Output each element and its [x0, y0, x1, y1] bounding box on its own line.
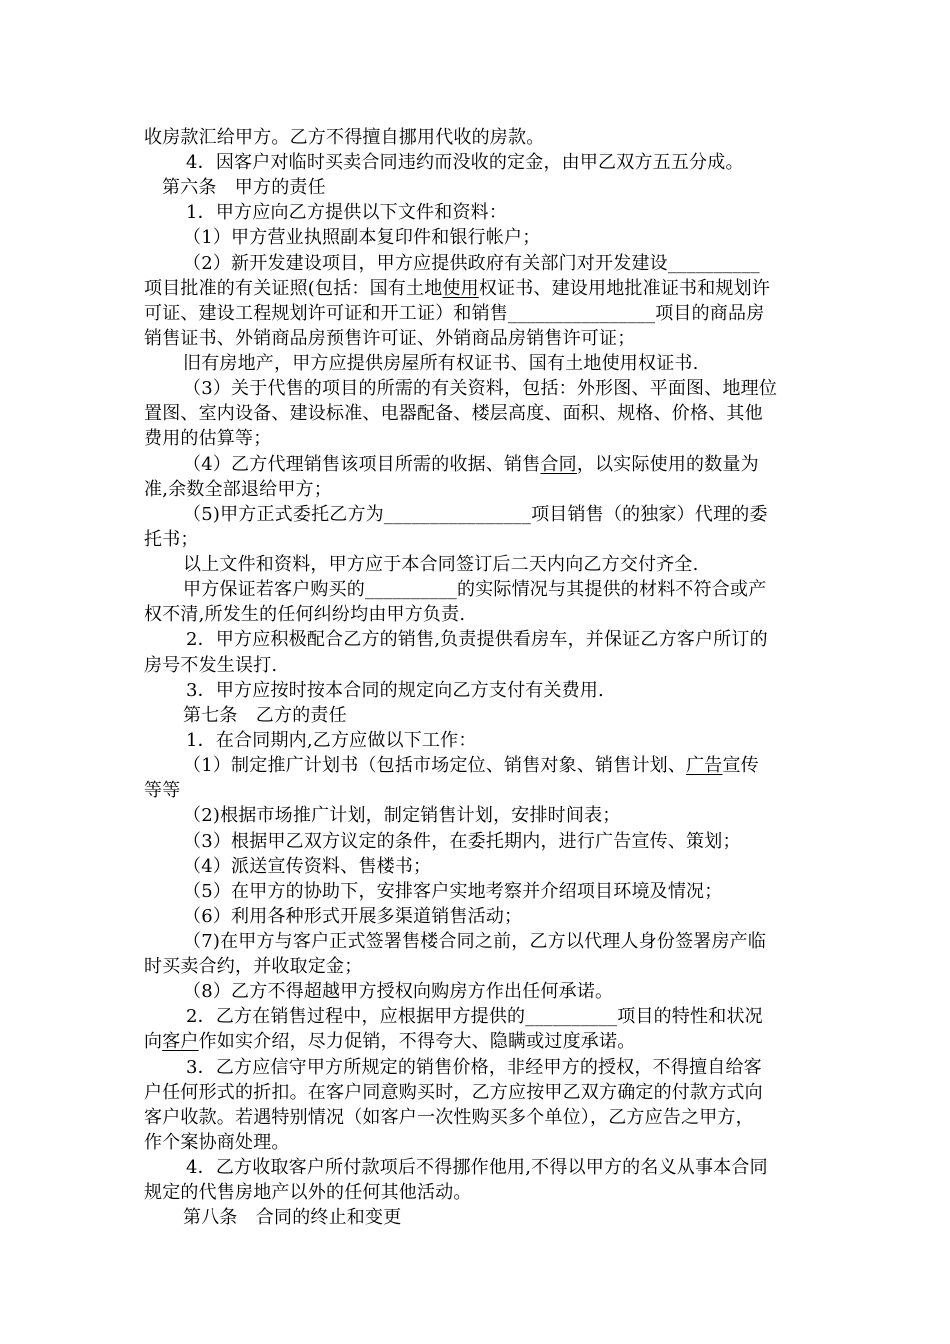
underlined-term: 广告: [686, 755, 723, 776]
list-item: [183, 226, 540, 250]
text-segment: 时买卖合约，并收取定金；: [144, 956, 363, 977]
text-segment: （4）乙方代理销售该项目所需的收据、销售: [183, 454, 541, 475]
text-segment: 户任何形式的折扣。在客户同意购买时，乙方应按甲乙双方确定的付款方式向: [144, 1082, 763, 1103]
text-segment: 宣传: [722, 755, 759, 776]
text-segment: 以上文件和资料，甲方应于本合同签订后二天内向乙方交付齐全.: [183, 554, 699, 575]
text-segment: （3）根据甲乙双方议定的条件，在委托期内，进行广告宣传、策划；: [183, 831, 741, 852]
text-segment: （2）新开发建设项目，甲方应提供政府有关部门对开发建设__________: [183, 253, 760, 274]
paragraph-line: [144, 654, 277, 678]
paragraph-line: [144, 955, 362, 979]
list-item: [183, 754, 759, 778]
text-segment: 房号不发生误打.: [144, 655, 278, 676]
text-segment: 3．甲方应按时按本合同的规定向乙方支付有关费用.: [186, 680, 604, 701]
paragraph-line: [186, 679, 604, 703]
text-segment: （4）派送宣传资料、售楼书；: [183, 856, 432, 877]
text-segment: 收房款汇给甲方。乙方不得擅自挪用代收的房款。: [144, 127, 545, 148]
text-segment: 第八条 合同的终止和变更: [183, 1207, 402, 1228]
list-item: [183, 503, 768, 527]
paragraph-line: [144, 1181, 472, 1205]
text-segment: 项目批准的有关证照(包括：国有土地: [144, 278, 443, 299]
paragraph-line: [183, 553, 699, 577]
text-segment: 甲方保证若客户购买的__________的实际情况与其提供的材料不符合或产: [183, 579, 767, 600]
paragraph-line: [144, 1030, 635, 1054]
paragraph-line: [144, 779, 180, 803]
underlined-term: 客户: [162, 1031, 199, 1052]
text-segment: 4．乙方收取客户所付款项后不得挪作他用,不得以甲方的名义从事本合同: [186, 1157, 768, 1178]
text-segment: 销售证书、外销商品房预售许可证、外销商品房销售许可证；: [144, 328, 636, 349]
text-segment: 置图、室内设备、建设标准、电器配备、楼层高度、面积、规格、价格、其他: [144, 403, 763, 424]
text-segment: 1．在合同期内,乙方应做以下工作：: [186, 730, 477, 751]
paragraph-line: [186, 1156, 768, 1180]
text-segment: 准,余数全部退给甲方；: [144, 479, 332, 500]
text-segment: 权证书、建设用地批准证书和规划许: [478, 278, 771, 299]
paragraph-line: [183, 578, 766, 602]
paragraph-line: [186, 729, 477, 753]
text-segment: （8）乙方不得超越甲方授权向购房方作出任何承诺。: [183, 981, 614, 1002]
list-item: [183, 377, 777, 401]
list-item: [183, 252, 760, 276]
text-segment: 等等: [144, 780, 181, 801]
text-segment: 可证、建设工程规划许可证和开工证）和销售________________项目的商品房: [144, 303, 765, 324]
text-segment: 旧有房地产，甲方应提供房屋所有权证书、国有土地使用权证书.: [183, 353, 699, 374]
list-item: [183, 453, 759, 477]
text-segment: 第六条 甲方的责任: [162, 177, 326, 198]
section-heading: [162, 176, 326, 200]
paragraph-line: [144, 277, 770, 301]
text-segment: 2．甲方应积极配合乙方的销售,负责提供看房车，并保证乙方客户所订的: [186, 629, 768, 650]
text-segment: 4．因客户对临时买卖合同违约而没收的定金，由甲乙双方五五分成。: [186, 152, 744, 173]
underlined-term: 使用: [442, 278, 479, 299]
paragraph-line: [183, 352, 699, 376]
text-segment: （5)甲方正式委托乙方为________________项目销售（的独家）代理的委: [183, 504, 768, 525]
paragraph-line: [144, 126, 544, 150]
text-segment: 第七条 乙方的责任: [183, 705, 347, 726]
paragraph-line: [144, 478, 332, 502]
text-segment: 费用的估算等；: [144, 428, 272, 449]
list-item: [183, 930, 766, 954]
text-segment: （5）在甲方的协助下，安排客户实地考察并介绍项目环境及情况；: [183, 881, 723, 902]
list-item: [183, 830, 741, 854]
paragraph-line: [186, 1056, 762, 1080]
underlined-term: 合同: [540, 454, 577, 475]
paragraph-line: [144, 427, 271, 451]
list-item: [183, 905, 522, 929]
paragraph-line: [144, 603, 465, 627]
text-segment: 向: [144, 1031, 163, 1052]
paragraph-line: [144, 528, 199, 552]
paragraph-line: [144, 1106, 754, 1130]
paragraph-line: [186, 201, 507, 225]
list-item: [183, 880, 722, 904]
paragraph-line: [186, 628, 768, 652]
text-segment: （3）关于代售的项目的所需的有关资料，包括：外形图、平面图、地理位: [183, 378, 778, 399]
paragraph-line: [144, 302, 764, 326]
list-item: [183, 855, 431, 879]
text-segment: 3．乙方应信守甲方所规定的销售价格，非经甲方的授权，不得擅自给客: [186, 1057, 762, 1078]
section-heading: [183, 704, 347, 728]
text-segment: 规定的代售房地产以外的任何其他活动。: [144, 1182, 472, 1203]
text-segment: （7)在甲方与客户正式签署售楼合同之前，乙方以代理人身份签署房产临: [183, 931, 767, 952]
text-segment: 作如实介绍，尽力促销，不得夸大、隐瞒或过度承诺。: [198, 1031, 636, 1052]
text-segment: 客户收款。若遇特别情况（如客户一次性购买多个单位），乙方应告之甲方，: [144, 1107, 754, 1128]
text-segment: ，以实际使用的数量为: [576, 454, 759, 475]
text-segment: 1．甲方应向乙方提供以下文件和资料：: [186, 202, 508, 223]
paragraph-line: [144, 1081, 763, 1105]
paragraph-line: [144, 402, 763, 426]
section-heading: [183, 1206, 401, 1230]
text-segment: （1）甲方营业执照副本复印件和银行帐户；: [183, 227, 541, 248]
list-item: [183, 804, 620, 828]
text-segment: （1）制定推广计划书（包括市场定位、销售对象、销售计划、: [183, 755, 687, 776]
text-segment: （6）利用各种形式开展多渠道销售活动；: [183, 906, 523, 927]
text-segment: （2)根据市场推广计划，制定销售计划，安排时间表；: [183, 805, 621, 826]
text-segment: 托书；: [144, 529, 199, 550]
text-segment: 2．乙方在销售过程中，应根据甲方提供的__________项目的特性和状况: [186, 1006, 763, 1027]
paragraph-line: [186, 151, 744, 175]
paragraph-line: [144, 327, 635, 351]
list-item: [183, 980, 613, 1004]
text-segment: 作个案协商处理。: [144, 1132, 290, 1153]
paragraph-line: [186, 1005, 763, 1029]
text-segment: 权不清,所发生的任何纠纷均由甲方负责.: [144, 604, 466, 625]
paragraph-line: [144, 1131, 290, 1155]
